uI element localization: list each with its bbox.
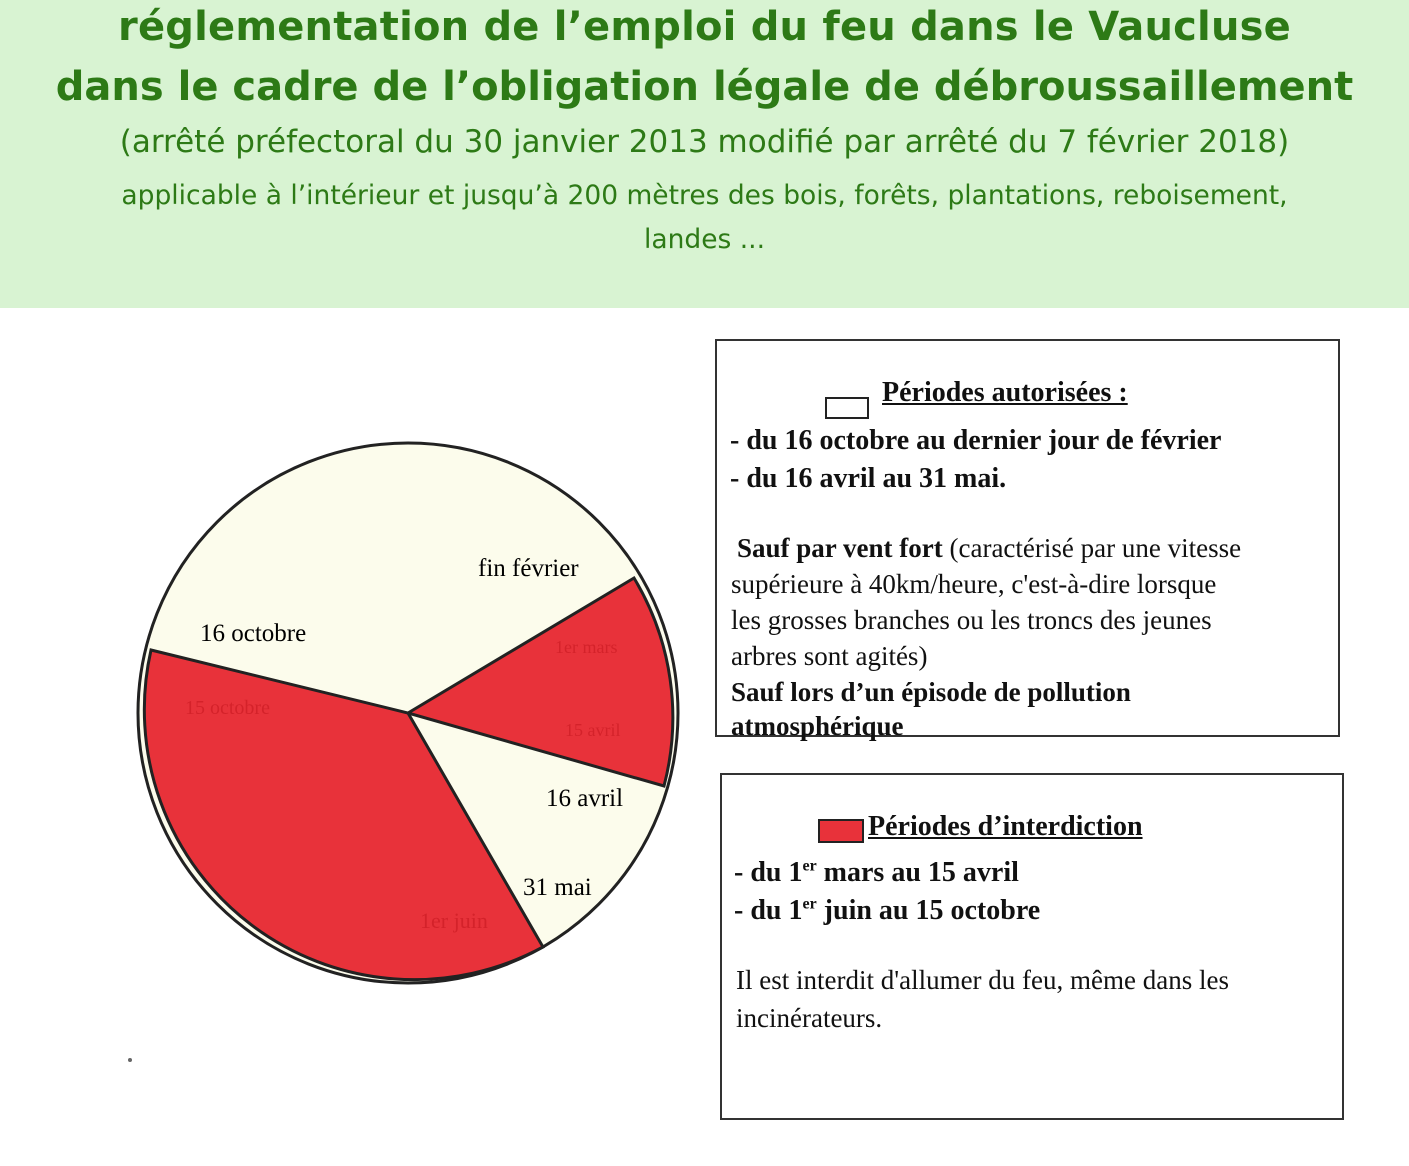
scope-text: [0, 174, 1409, 262]
faded-label-3: 15 avril: [565, 720, 621, 740]
pollution-line-1: Sauf lors d’un épisode de pollution: [731, 677, 1131, 707]
faded-label-4: 1er juin: [420, 908, 488, 933]
exception-line-3: les grosses branches ou les troncs des jeunes: [731, 605, 1212, 635]
header-banner: [0, 0, 1409, 308]
allowed-item-1: - du 16 octobre au dernier jour de février: [730, 425, 1222, 456]
forbidden-note-line-2: incinérateurs.: [736, 1003, 883, 1033]
label-16-octobre: 16 octobre: [200, 620, 307, 647]
pollution-line-2: atmosphérique: [731, 711, 904, 741]
forbidden-heading: Périodes d’interdiction: [868, 811, 1143, 842]
title-line-2: dans le cadre de l’obligation légale de débroussaillement: [55, 64, 1354, 110]
label-fin-fevrier: fin février: [478, 555, 579, 582]
scope-line-1: applicable à l’intérieur et jusqu’à 200 mètres des bois, forêts, plantations, reboisement,: [121, 180, 1288, 211]
forbidden-item-2-b: juin au 15 octobre: [816, 895, 1041, 926]
faded-label-2: 1er mars: [555, 637, 618, 657]
allowed-swatch: [825, 397, 869, 419]
forbidden-item-2-sup: er: [802, 895, 817, 913]
forbidden-periods-box: [720, 773, 1344, 1120]
label-16-avril: 16 avril: [546, 785, 624, 812]
forbidden-item-2: [734, 895, 1040, 927]
exception-line-2: supérieure à 40km/heure, c'est-à-dire lorsque: [731, 569, 1217, 599]
exception-text-1: (caractérisé par une vitesse: [942, 533, 1242, 563]
exception-line-1: [737, 533, 1241, 564]
subtitle: (arrêté préfectoral du 30 janvier 2013 modifié par arrêté du 7 février 2018): [119, 124, 1290, 160]
allowed-item-2: - du 16 avril au 31 mai.: [730, 463, 1007, 494]
forbidden-note-line-1: Il est interdit d'allumer du feu, même dans les: [736, 965, 1229, 995]
speck: [128, 1058, 132, 1062]
forbidden-item-1: [734, 857, 1019, 889]
scope-line-2: landes ...: [643, 224, 766, 255]
pie-svg: [0, 308, 700, 1162]
pie-chart: [0, 308, 700, 1162]
exception-bold: Sauf par vent fort: [737, 533, 943, 563]
faded-label-1: 15 octobre: [185, 697, 270, 719]
allowed-periods-box: [715, 339, 1340, 741]
label-31-mai: 31 mai: [523, 874, 592, 901]
allowed-heading: Périodes autorisées :: [882, 377, 1128, 408]
forbidden-swatch: [818, 819, 864, 843]
forbidden-item-2-a: - du 1: [734, 895, 803, 926]
forbidden-item-1-sup: er: [802, 857, 817, 875]
forbidden-item-1-b: mars au 15 avril: [816, 857, 1019, 888]
forbidden-item-1-a: - du 1: [734, 857, 803, 888]
exception-line-4: arbres sont agités): [731, 641, 928, 671]
title-line-1: réglementation de l’emploi du feu dans le Vaucluse: [118, 4, 1291, 50]
